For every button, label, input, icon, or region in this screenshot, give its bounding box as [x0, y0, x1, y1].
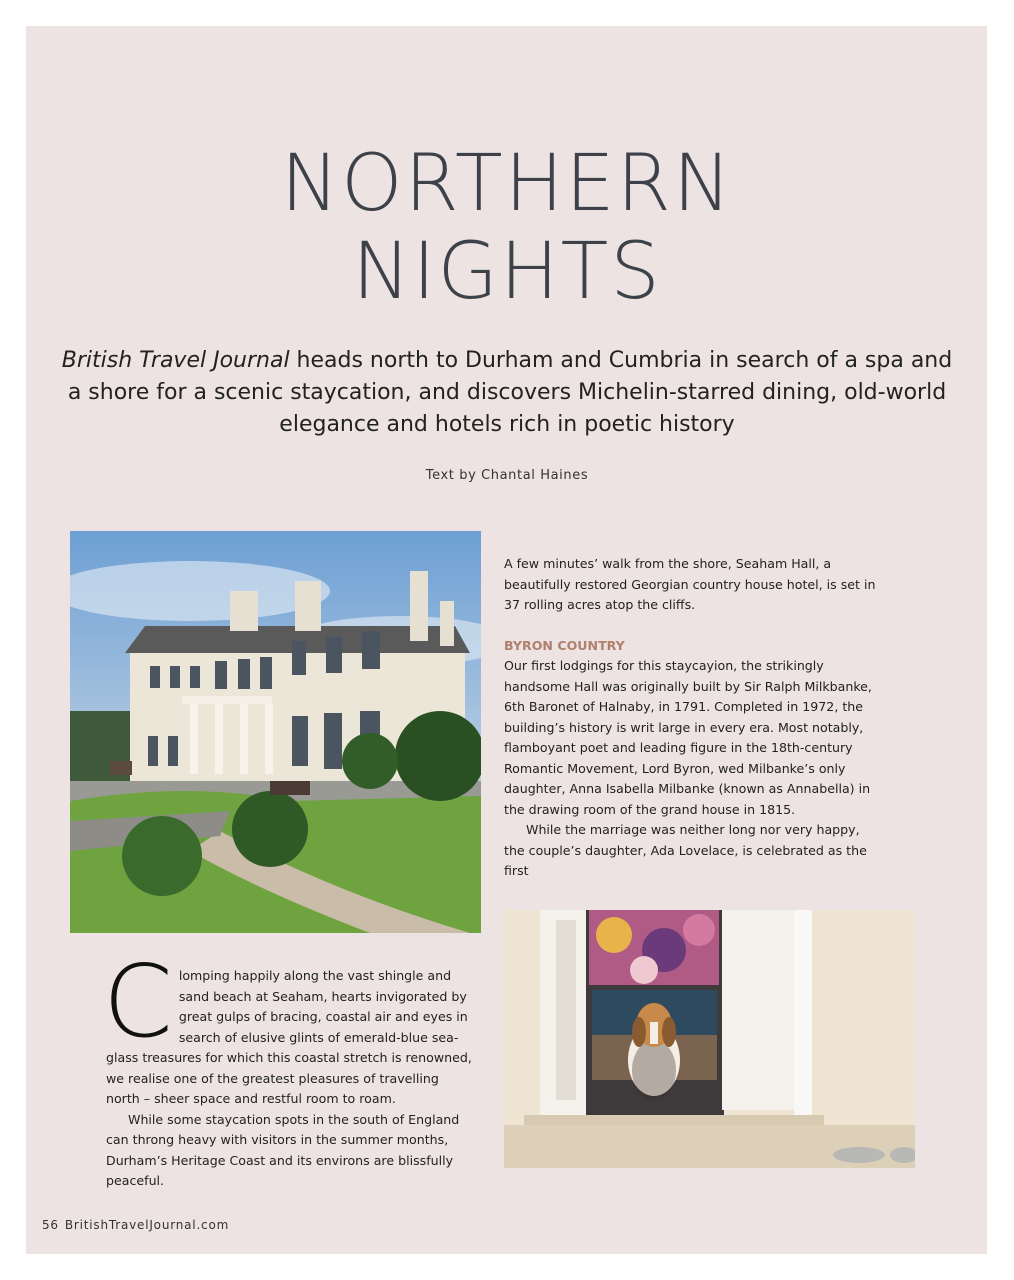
standfirst-text: heads north to Durham and Cumbria in search of a spa and a shore for a scenic staycation, and discovers Michelin-starred dining, old-world elegance and hotels rich in poetic history [67, 348, 953, 437]
opening-paragraph-text: lomping happily along the vast shingle and sand beach at Seaham, hearts invigorated by great gulps of bracing, coastal air and eyes in search of elusive glints of emerald-blue sea-glass treasures for which this coastal stretch is renowned, we realise one of the greatest pleasures of travelling north – sheer space and restful room to roam. [106, 968, 472, 1106]
intro-paragraph: A few minutes’ walk from the shore, Seaham Hall, a beautifully restored Georgian country house hotel, is set in 37 rolling acres atop the cliffs. [504, 556, 876, 612]
beagle-doorway-photo [504, 910, 915, 1168]
second-paragraph: While some staycation spots in the south of England can throng heavy with visitors in the summer months, Durham’s Heritage Coast and its environs are blissfully peaceful. [106, 1111, 460, 1188]
drop-cap: C [103, 943, 173, 1060]
publication-name: British Travel Journal [61, 348, 290, 373]
hotel-exterior-photo [70, 531, 481, 933]
standfirst [60, 345, 954, 441]
paragraph-spacer [504, 616, 884, 636]
website-url: BritishTravelJournal.com [64, 1218, 230, 1232]
headline-line-2: NIGHTS [352, 227, 662, 317]
byron-paragraph-1: Our first lodgings for this staycayion, the strikingly handsome Hall was originally built by Sir Ralph Milkbanke, 6th Baronet of Halnaby, in 1791. Completed in 1972, the building’s history is writ large in every era. Most notably, flamboyant poet and leading figure in the 18th-century Romantic Movement, Lord Byron, wed Milbanke’s only daughter, Anna Isabella Milbanke (known as Annabella) in the drawing room of the grand house in 1815. [504, 658, 872, 817]
right-column [504, 554, 884, 882]
byline: Text by Chantal Haines [425, 468, 589, 483]
subheading-byron-country: BYRON COUNTRY [504, 637, 625, 653]
page-number: 56 [42, 1218, 59, 1232]
byron-paragraph-2: While the marriage was neither long nor very happy, the couple’s daughter, Ada Lovelace, is celebrated as the first [504, 822, 867, 878]
page-footer [42, 1218, 229, 1232]
left-column [103, 943, 474, 1192]
headline-line-1: NORTHERN [280, 139, 734, 229]
opening-paragraph [103, 943, 474, 1110]
